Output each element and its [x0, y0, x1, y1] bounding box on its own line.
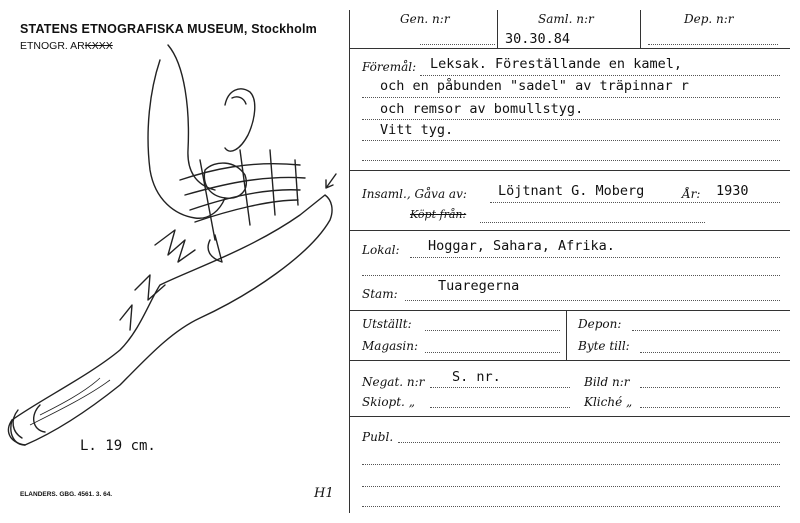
- gen-nr-label: Gen. n:r: [400, 12, 450, 26]
- section-line-1: [349, 170, 790, 171]
- foremal-dotline-4: [362, 140, 780, 141]
- hump-outline: [225, 89, 255, 151]
- fringe-lines: [120, 230, 195, 330]
- stam-value: Tuaregerna: [438, 278, 520, 294]
- utstallt-label: Utställt:: [362, 317, 412, 331]
- saml-nr-label: Saml. n:r: [538, 12, 594, 26]
- depon-dotline: [632, 330, 780, 331]
- bild-dotline: [640, 387, 780, 388]
- skiopt-label: Skiopt. „: [362, 395, 415, 409]
- ar-value: 1930: [716, 183, 749, 199]
- ar-label: År:: [682, 187, 701, 201]
- foremal-line-4: Vitt tyg.: [380, 122, 454, 138]
- foremal-dotline-3: [362, 119, 780, 120]
- arrow-mark: [326, 174, 336, 188]
- publ-dotline-4: [362, 506, 780, 507]
- department-text: ETNOGR. AR: [20, 40, 85, 52]
- stam-label: Stam:: [362, 287, 398, 301]
- kliche-label: Kliché „: [584, 395, 633, 409]
- section-line-5: [349, 416, 790, 417]
- magasin-label: Magasin:: [362, 339, 419, 353]
- publ-dotline-1: [398, 442, 780, 443]
- saml-nr-value: 30.30.84: [505, 31, 571, 47]
- dep-nr-label: Dep. n:r: [684, 12, 734, 26]
- section-line-3: [349, 310, 790, 311]
- object-drawing: [0, 0, 350, 523]
- section-line-4: [349, 360, 790, 361]
- kopt-dotline: [480, 222, 705, 223]
- hump-inner: [232, 97, 246, 104]
- negat-value: S. nr.: [452, 369, 501, 385]
- lokal-label: Lokal:: [362, 243, 400, 257]
- lokal-dotline-2: [362, 275, 780, 276]
- kliche-dotline: [640, 407, 780, 408]
- foremal-dotline-2: [362, 97, 780, 98]
- lokal-value: Hoggar, Sahara, Afrika.: [428, 238, 615, 254]
- gen-nr-line: [420, 44, 495, 45]
- foremal-dotline-1: [420, 75, 780, 76]
- kopt-label: Köpt från:: [410, 208, 467, 221]
- stam-dotline: [405, 300, 780, 301]
- card-left-border: [349, 10, 350, 513]
- utstallt-dotline: [425, 330, 560, 331]
- lokal-dotline: [410, 257, 780, 258]
- publ-dotline-2: [362, 464, 780, 465]
- foremal-label: Föremål:: [362, 60, 417, 74]
- publ-label: Publ.: [362, 430, 394, 444]
- byte-label: Byte till:: [578, 339, 630, 353]
- negat-label: Negat. n:r: [362, 375, 425, 389]
- bild-label: Bild n:r: [584, 375, 630, 389]
- section-line-2: [349, 230, 790, 231]
- department-struck-text: KXXX: [84, 40, 113, 52]
- utstallt-divider: [566, 310, 567, 360]
- museum-name: STATENS ETNOGRAFISKA MUSEUM, Stockholm: [20, 22, 317, 36]
- header-divider-2: [640, 10, 641, 48]
- printer-mark: ELANDERS. GBG. 4561. 3. 64.: [20, 491, 113, 498]
- foremal-line-3: och remsor av bomullstyg.: [380, 101, 584, 117]
- header-bottom-line: [349, 48, 790, 49]
- foremal-dotline-5: [362, 160, 780, 161]
- foremal-line-1: Leksak. Föreställande en kamel,: [430, 56, 682, 72]
- insaml-label: Insaml., Gåva av:: [362, 187, 467, 201]
- signature: H1: [314, 486, 334, 501]
- negat-dotline: [430, 387, 570, 388]
- publ-dotline-3: [362, 486, 780, 487]
- magasin-dotline: [425, 352, 560, 353]
- foremal-line-2: och en påbunden "sadel" av träpinnar r: [380, 78, 689, 94]
- length-label: L. 19 cm.: [80, 438, 156, 454]
- byte-dotline: [640, 352, 780, 353]
- skiopt-dotline: [430, 407, 570, 408]
- insaml-value: Löjtnant G. Moberg: [498, 183, 645, 199]
- insaml-dotline: [490, 202, 780, 203]
- depon-label: Depon:: [578, 317, 622, 331]
- header-divider-1: [497, 10, 498, 48]
- dep-nr-line: [648, 44, 778, 45]
